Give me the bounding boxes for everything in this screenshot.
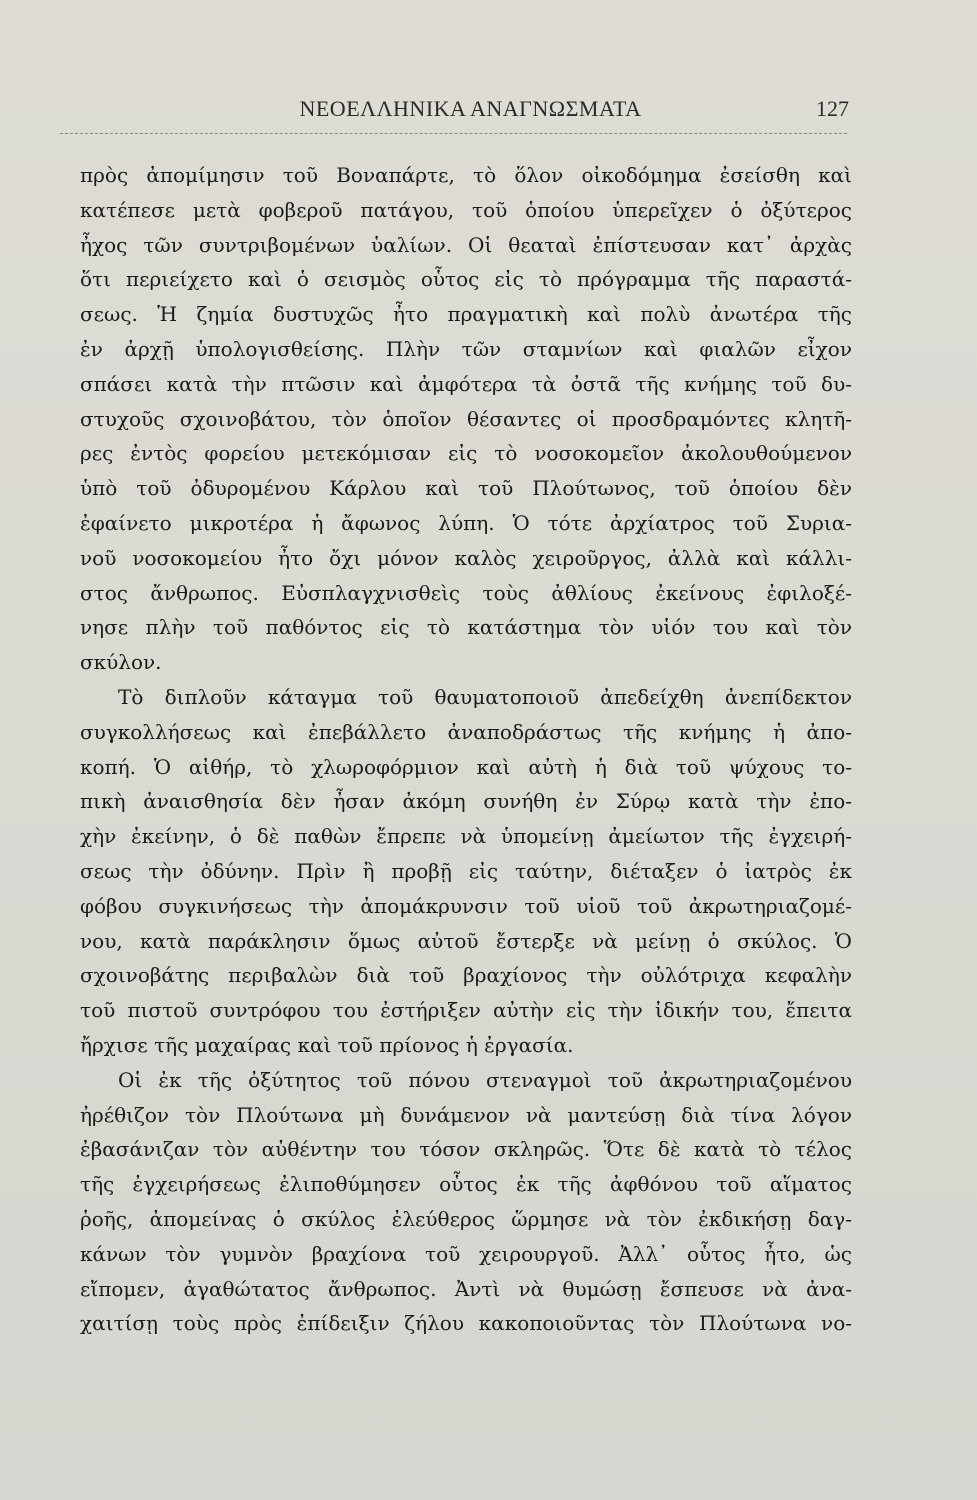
text-line: ἠρέθιζον τὸν Πλούτωνα μὴ δυνάμενον νὰ μαντεύσῃ διὰ τίνα λόγον — [80, 1102, 852, 1127]
running-header — [92, 96, 849, 136]
text-line: εἴπομεν, ἀγαθώτατος ἄνθρωπος. Ἀντὶ νὰ θυμώσῃ ἔσπευσε νὰ ἀνα- — [80, 1276, 852, 1301]
text-line: τῆς ἐγχειρήσεως ἐλιποθύμησεν οὗτος ἐκ τῆς ἀφθόνου τοῦ αἵματος — [80, 1172, 852, 1197]
running-title: ΝΕΟΕΛΛΗΝΙΚΑ ΑΝΑΓΝΩΣΜΑΤΑ — [299, 96, 642, 121]
text-line: νου, κατὰ παράκλησιν ὅμως αὐτοῦ ἔστερξε νὰ μείνῃ ὁ σκύλος. Ὁ — [80, 928, 852, 953]
text-line: ῥοῆς, ἀπομείνας ὁ σκύλος ἐλεύθερος ὥρμησε νὰ τὸν ἐκδικήσῃ δαγ- — [80, 1206, 852, 1231]
paragraph-end-line: ἤρχισε τῆς μαχαίρας καὶ τοῦ πρίονος ἡ ἐργασία. — [80, 1032, 574, 1057]
text-line: συγκολλήσεως καὶ ἐπεβάλλετο ἀναποδράστως τῆς κνήμης ἡ ἀπο- — [80, 719, 852, 744]
text-line: σχοινοβάτης περιβαλὼν διὰ τοῦ βραχίονος τὴν οὐλότριχα κεφαλὴν — [80, 963, 852, 988]
paragraph-start-line: Οἱ ἐκ τῆς ὀξύτητος τοῦ πόνου στεναγμοὶ τοῦ ἀκρωτηριαζομένου — [118, 1067, 852, 1092]
body-text — [80, 158, 852, 1341]
text-line: χαιτίσῃ τοὺς πρὸς ἐπίδειξιν ζήλου κακοποιοῦντας τὸν Πλούτωνα νο- — [80, 1311, 852, 1336]
text-line: σεως. Ἡ ζημία δυστυχῶς ἦτο πραγματικὴ καὶ πολὺ ἀνωτέρα τῆς — [80, 302, 852, 327]
text-line: ἐν ἀρχῇ ὑπολογισθείσης. Πλὴν τῶν σταμνίων καὶ φιαλῶν εἶχον — [80, 336, 852, 361]
text-line: κάνων τὸν γυμνὸν βραχίονα τοῦ χειρουργοῦ. Ἀλλ᾿ οὗτος ἦτο, ὡς — [80, 1241, 852, 1266]
text-line: ἦχος τῶν συντριβομένων ὑαλίων. Οἱ θεαταὶ ἐπίστευσαν κατ᾿ ἀρχὰς — [80, 232, 852, 257]
text-line: στος ἄνθρωπος. Εὐσπλαγχνισθεὶς τοὺς ἀθλίους ἐκείνους ἐφιλοξέ- — [80, 580, 852, 605]
text-line: τοῦ πιστοῦ συντρόφου του ἐστήριξεν αὐτὴν εἰς τὴν ἰδικήν του, ἔπειτα — [80, 998, 852, 1023]
text-line: σπάσει κατὰ τὴν πτῶσιν καὶ ἀμφότερα τὰ ὀστᾶ τῆς κνήμης τοῦ δυ- — [80, 371, 852, 396]
paragraph-end-line: σκύλον. — [80, 650, 162, 675]
text-line: πικὴ ἀναισθησία δὲν ἦσαν ἀκόμη συνήθη ἐν Σύρῳ κατὰ τὴν ἐπο- — [80, 789, 852, 814]
text-line: φόβου συγκινήσεως τὴν ἀπομάκρυνσιν τοῦ υἱοῦ τοῦ ἀκρωτηριαζομέ- — [80, 893, 852, 918]
text-line: ὅτι περιείχετο καὶ ὁ σεισμὸς οὗτος εἰς τὸ πρόγραμμα τῆς παραστά- — [80, 267, 852, 292]
text-line: στυχοῦς σχοινοβάτου, τὸν ὁποῖον θέσαντες οἱ προσδραμόντες κλητῆ- — [80, 406, 852, 431]
text-line: ἐφαίνετο μικροτέρα ἡ ἄφωνος λύπη. Ὁ τότε ἀρχίατρος τοῦ Συρια- — [80, 510, 852, 535]
text-line: κατέπεσε μετὰ φοβεροῦ πατάγου, τοῦ ὁποίου ὑπερεῖχεν ὁ ὀξύτερος — [80, 197, 852, 222]
text-line: πρὸς ἀπομίμησιν τοῦ Βοναπάρτε, τὸ ὅλον οἰκοδόμημα ἐσείσθη καὶ — [80, 163, 852, 187]
paragraph-start-line: Τὸ διπλοῦν κάταγμα τοῦ θαυματοποιοῦ ἀπεδείχθη ἀνεπίδεκτον — [118, 684, 852, 709]
text-line: ρες ἐντὸς φορείου μετεκόμισαν εἰς τὸ νοσοκομεῖον ἀκολουθούμενον — [80, 441, 852, 466]
text-line: νοῦ νοσοκομείου ἦτο ὄχι μόνον καλὸς χειροῦργος, ἀλλὰ καὶ κάλλι- — [80, 545, 852, 570]
text-line: ὑπὸ τοῦ ὀδυρομένου Κάρλου καὶ τοῦ Πλούτωνος, τοῦ ὁποίου δὲν — [80, 476, 852, 501]
text-line: ἐβασάνιζαν τὸν αὐθέντην του τόσον σκληρῶς. Ὅτε δὲ κατὰ τὸ τέλος — [80, 1137, 852, 1162]
page-number: 127 — [816, 96, 849, 121]
text-line: χὴν ἐκείνην, ὁ δὲ παθὼν ἔπρεπε νὰ ὑπομείνῃ ἀμείωτον τῆς ἐγχειρή- — [80, 824, 852, 849]
text-line: σεως τὴν ὀδύνην. Πρὶν ἢ προβῇ εἰς ταύτην, διέταξεν ὁ ἰατρὸς ἐκ — [80, 858, 852, 883]
header-rule — [60, 133, 847, 134]
text-line: νησε πλὴν τοῦ παθόντος εἰς τὸ κατάστημα τὸν υἱόν του καὶ τὸν — [80, 615, 852, 640]
text-line: κοπή. Ὁ αἰθήρ, τὸ χλωροφόρμιον καὶ αὐτὴ ἡ διὰ τοῦ ψύχους το- — [80, 754, 852, 779]
